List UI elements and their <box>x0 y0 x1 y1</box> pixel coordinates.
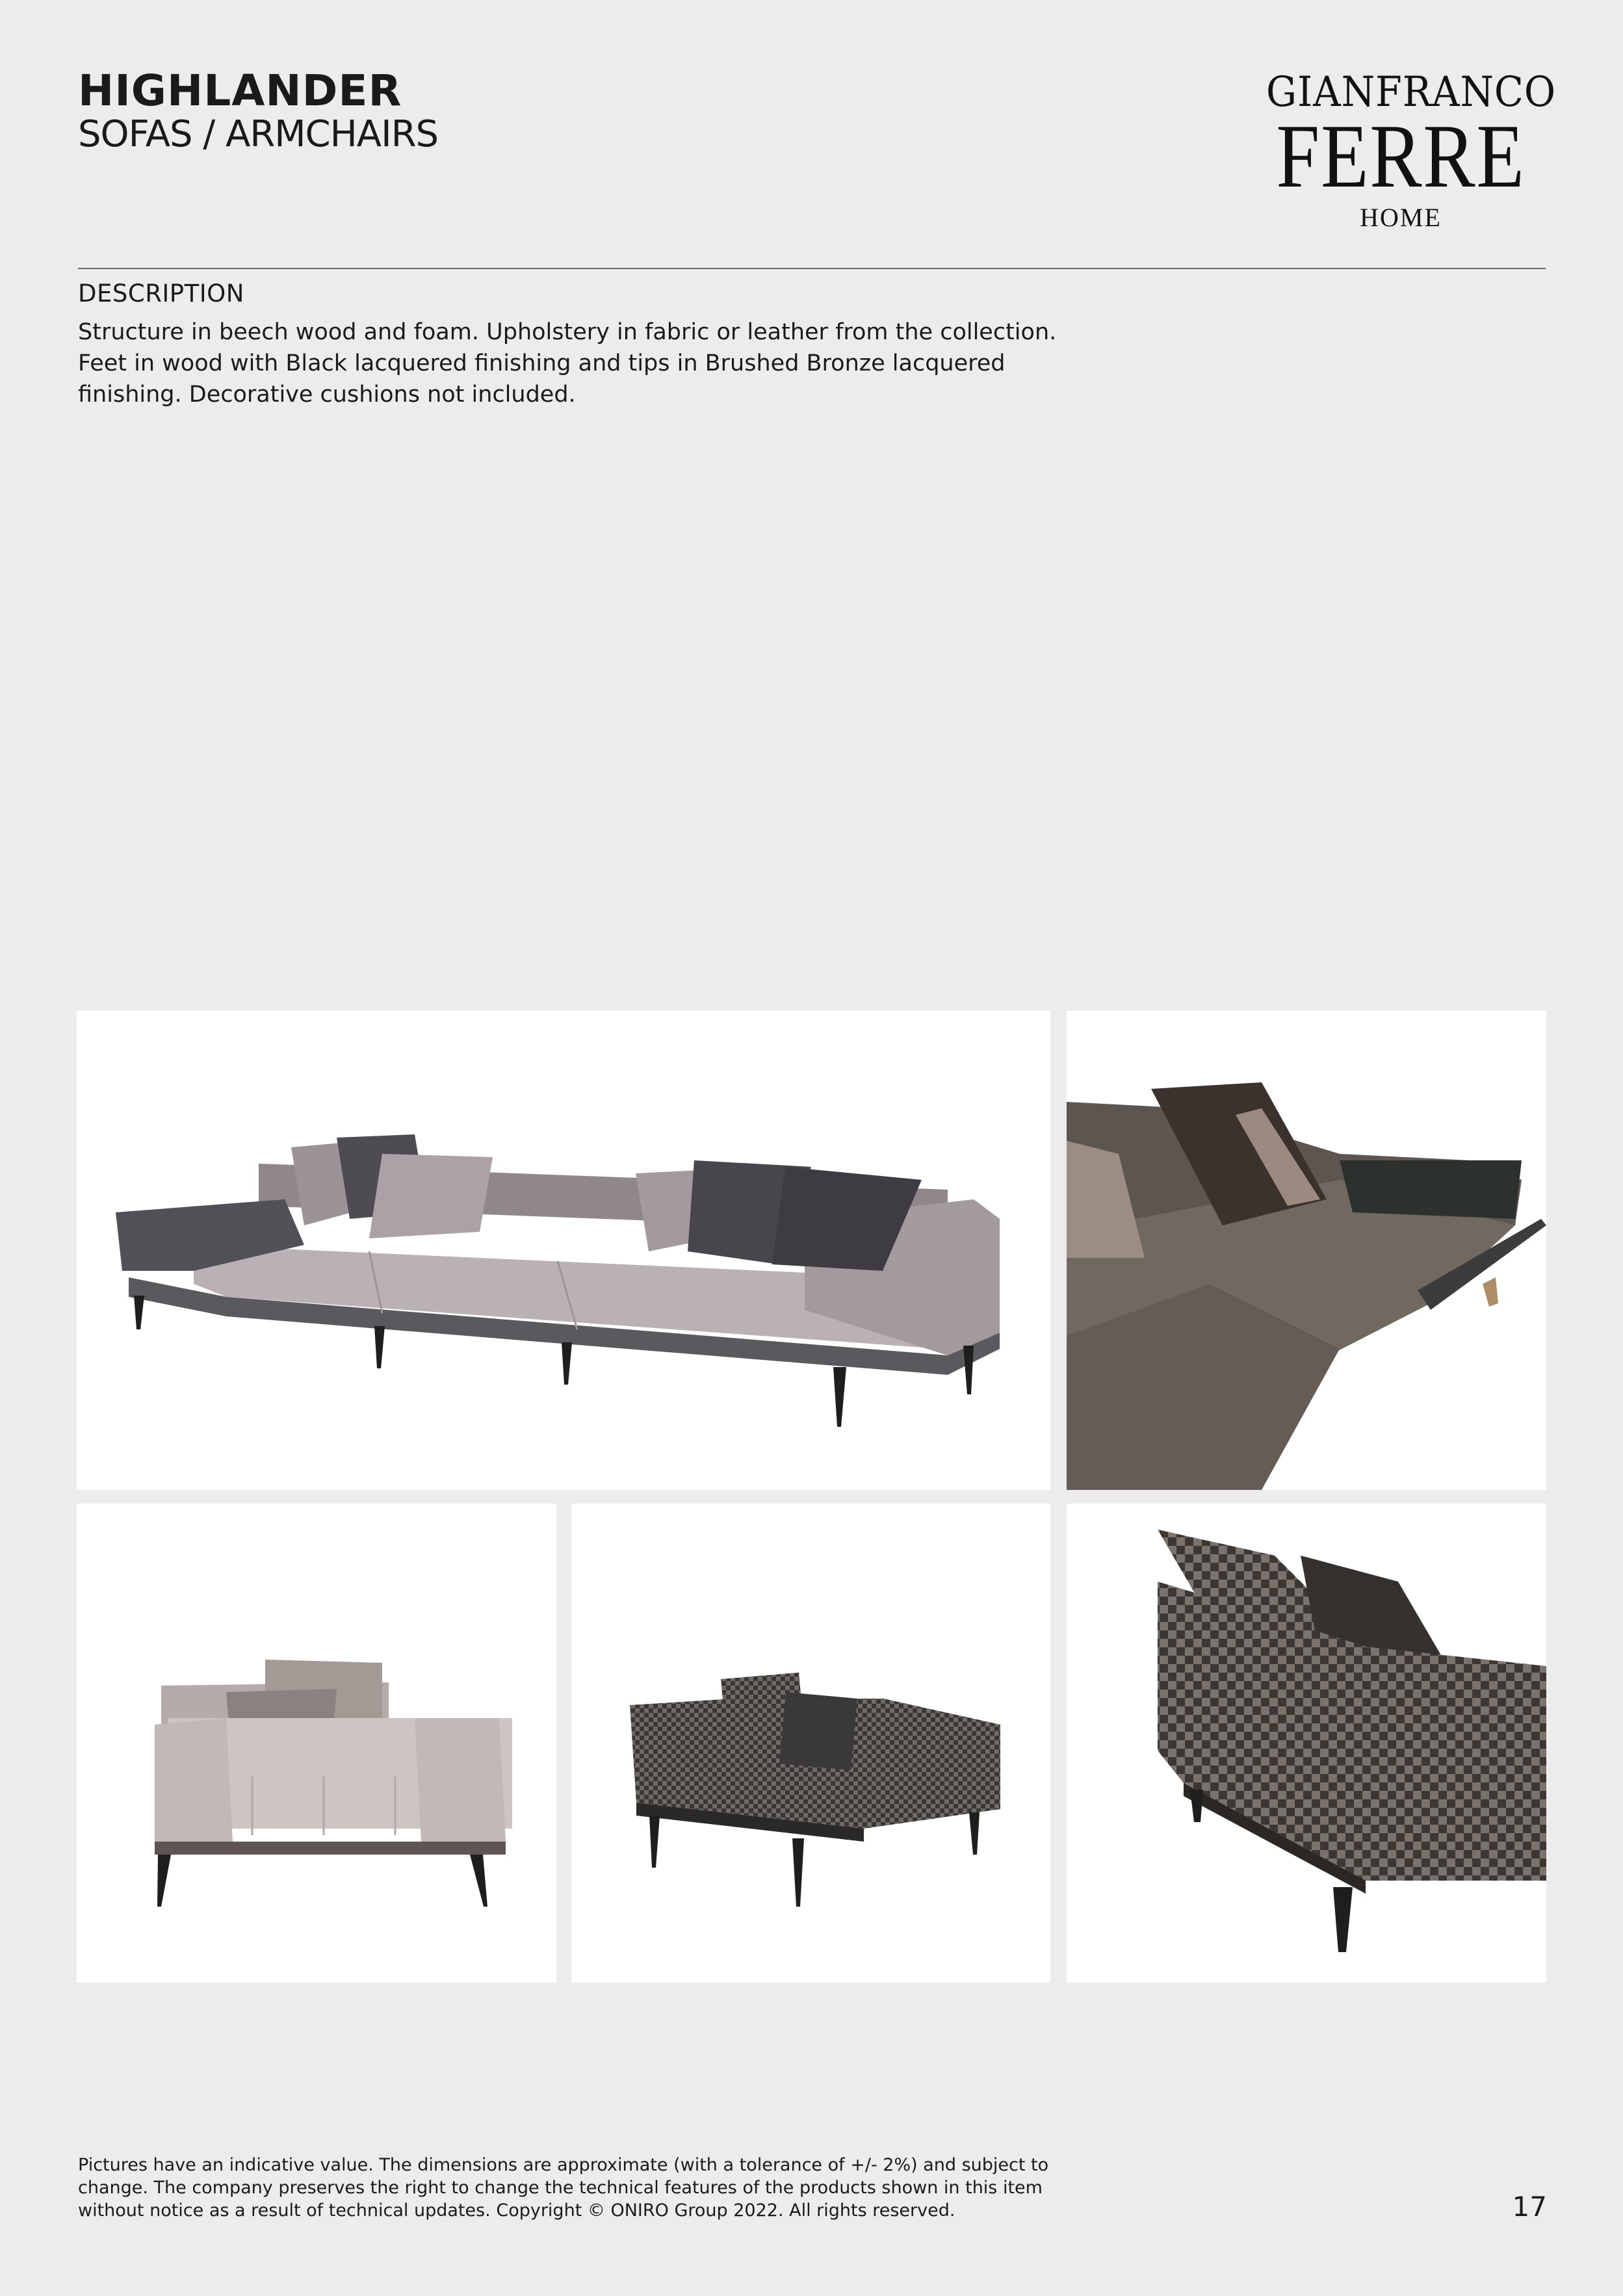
armchair-detail-photo <box>1067 1504 1546 1983</box>
brand-logo <box>1254 68 1557 233</box>
brand-logo-line3: HOME <box>1360 203 1442 232</box>
header-divider <box>78 268 1546 269</box>
page-subtitle: SOFAS / ARMCHAIRS <box>78 113 439 155</box>
sofa-detail-photo <box>1067 1011 1546 1490</box>
brand-logo-line1: GIANFRANCO <box>1266 68 1557 116</box>
brand-logo-line2: FERRE <box>1276 106 1526 207</box>
description-label: DESCRIPTION <box>78 280 244 307</box>
page-number: 17 <box>1512 2191 1547 2223</box>
page-title: HIGHLANDER <box>78 66 402 116</box>
armchair-houndstooth-photo <box>571 1504 1050 1983</box>
footer-disclaimer: Pictures have an indicative value. The dimensions are approximate (with a tolerance of +/- 2%) and subject to change. The company preserves the right to change the technical features of the products shown in this item without notice as a result of technical updates. Copyright © ONIRO Group 2022. All rights reserved. <box>78 2155 1049 2221</box>
description-text: Structure in beech wood and foam. Upholstery in fabric or leather from the collection. Feet in wood with Black lacquered finishing and tips in Brushed Bronze lacquered finishing. Decorative cushions not included. <box>78 319 1057 408</box>
sofa-photo <box>77 1011 1050 1490</box>
armchair-photo <box>77 1504 556 1983</box>
